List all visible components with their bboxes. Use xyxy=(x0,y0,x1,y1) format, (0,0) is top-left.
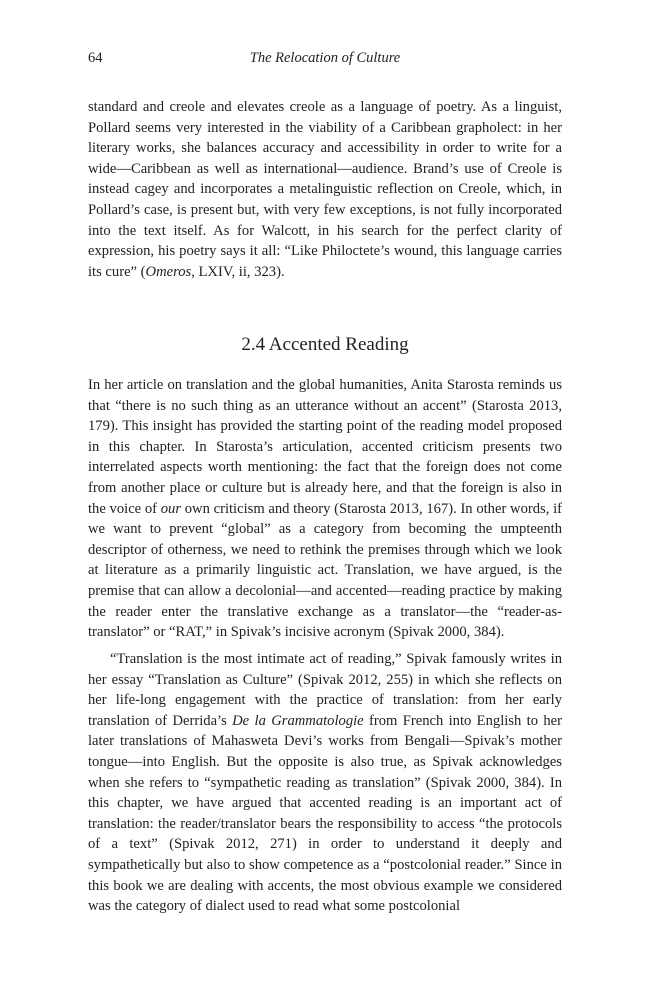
running-header xyxy=(88,50,562,72)
paragraph-walcott xyxy=(88,97,562,282)
italic-title: De la Grammatologie xyxy=(232,712,364,729)
body-paragraph xyxy=(88,97,562,282)
page-number: 64 xyxy=(88,50,103,66)
paragraph-text-cont: from French into English to her later translations of Mahasweta Devi’s works from Bengali—Spivak’s mother tongue—into English. But the opposite is also true, as Spivak acknowledges when she refers to “sympathetic reading as translation” (Spivak 2000, 384). In this chapter, we have argued that accented reading is an important act of translation: the reader/translator bears the responsibility to access “the protocols of a text” (Spivak 2012, 271) in order to understand it deeply and sympathetically but also to show competence as a “postcolonial reader.” Since in this book we are dealing with accents, the most obvious example we considered was the category of dialect used to read what some postcolonial xyxy=(88,712,562,915)
paragraph-text-cont: own criticism and theory (Starosta 2013, 167). In other words, if we want to prevent “global” as a category from becoming the umpteenth descriptor of otherness, we need to rethink the premises through which we look at literature as a primarily linguistic act. Translation, we have argued, is the premise that can allow a decolonial—and accented—reading practice by making the reader enter the translative exchange as a translator—the “reader-as-translator” or “RAT,” in Spivak’s incisive acronym (Spivak 2000, 384). xyxy=(88,500,562,641)
paragraph-spivak xyxy=(88,649,562,917)
paragraph-text: “Translation is the most intimate act of reading,” Spivak famously writes in her essay “Translation as Culture” (Spivak 2012, 255) in which she reflects on her life-long engagement with the practice of translation: from her early translation of Derrida’s xyxy=(88,651,562,729)
italic-title: Omeros xyxy=(145,263,192,280)
italic-emphasis: our xyxy=(160,500,182,517)
paragraph-text-tail: , LXIV, ii, 323). xyxy=(191,263,285,280)
paragraph-text: standard and creole and elevates creole as a language of poetry. As a linguist, Pollard seems very interested in the viability of a Caribbean grapholect: in her literary works, she balances accuracy and accessibility in order to write for a wide—Caribbean as well as international—audience. Brand’s use of Creole is instead cagey and incorporates a metalinguistic reflection on Creole, which, in Pollard’s case, is present but, with very few exceptions, is not fully incorporated into the text itself. As for Walcott, in his search for the perfect clarity of expression, his poetry says it all: “Like Philoctete’s wound, this language carries its cure” ( xyxy=(88,99,562,280)
body-paragraph xyxy=(88,649,562,917)
body-paragraph xyxy=(88,375,562,643)
paragraph-text: In her article on translation and the global humanities, Anita Starosta reminds us that “there is no such thing as an utterance without an accent” (Starosta 2013, 179). This insight has provided the starting point of the reading model proposed in this chapter. In Starosta’s articulation, accented criticism presents two interrelated aspects worth mentioning: the fact that the foreign does not come from another place or culture but is already here, and that the foreign is also in the voice of xyxy=(88,377,562,517)
running-title: The Relocation of Culture xyxy=(249,50,401,66)
paragraph-starosta xyxy=(88,375,562,643)
section-heading: 2.4 Accented Reading xyxy=(241,334,409,355)
